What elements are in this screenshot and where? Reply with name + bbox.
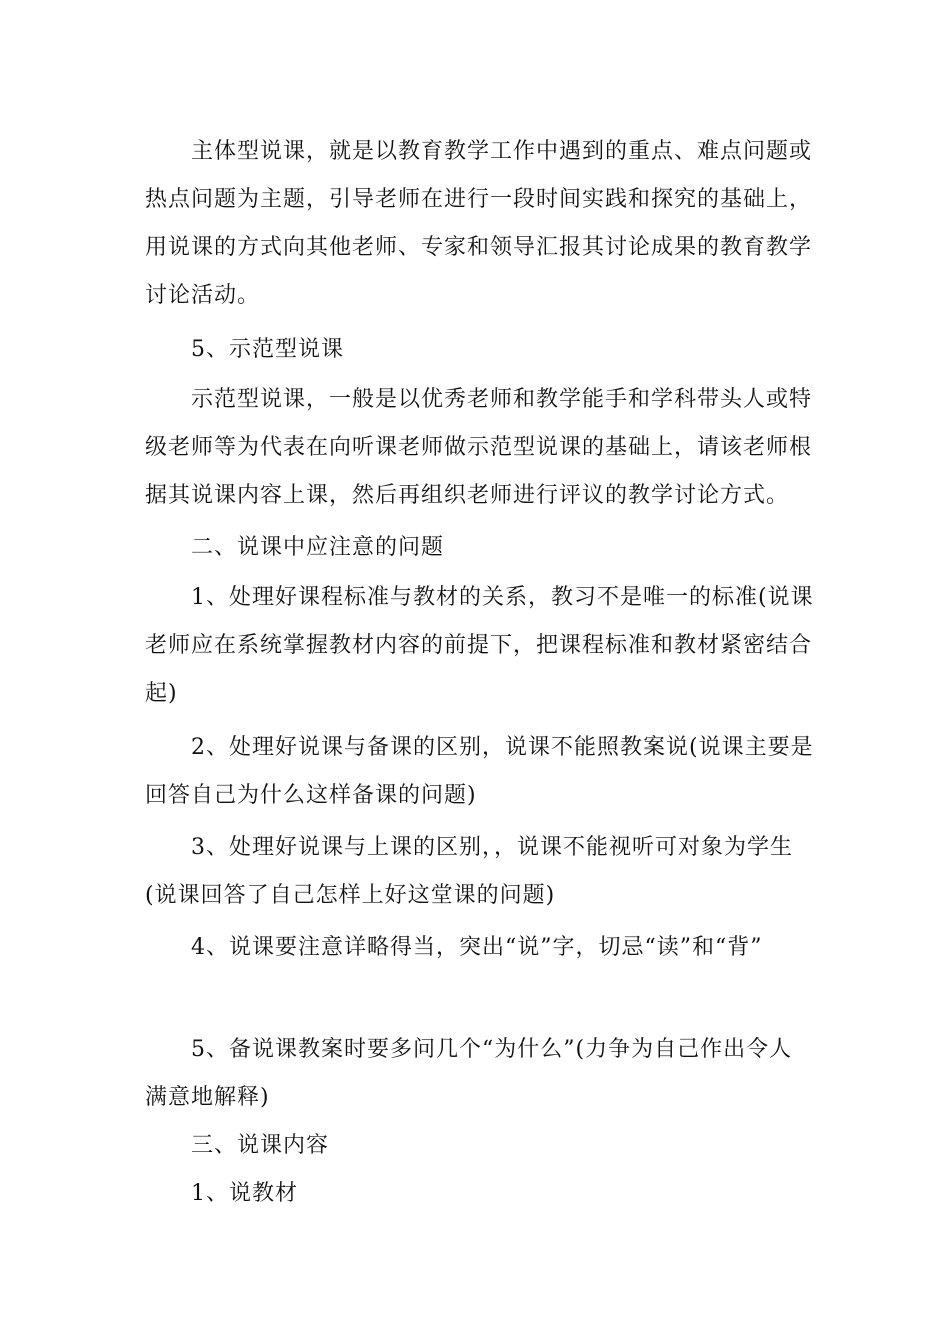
text-line: 满意地解释) — [145, 1085, 270, 1110]
text-line: 用说课的方式向其他老师、专家和领导汇报其讨论成果的教育教学 — [145, 235, 813, 260]
heading-content — [145, 1122, 815, 1170]
paragraph-note-4 — [145, 924, 815, 972]
text-line: 主体型说课，就是以教育教学工作中遇到的重点、难点问题或 — [191, 139, 813, 164]
heading-demo-type — [145, 326, 815, 374]
text-line: 据其说课内容上课，然后再组织老师进行评议的教学讨论方式。 — [145, 483, 790, 508]
text-line: 回答自己为什么这样备课的问题) — [145, 783, 477, 808]
text-line: 1、说教材 — [191, 1181, 298, 1206]
text-line: 4、说课要注意详略得当，突出“说”字，切忌“读”和“背” — [191, 935, 763, 960]
text-line: 级老师等为代表在向听课老师做示范型说课的基础上，请该老师根 — [145, 435, 813, 460]
text-line: 5、示范型说课 — [191, 337, 344, 362]
paragraph-note-1 — [145, 574, 815, 718]
text-line: 三、说课内容 — [191, 1133, 330, 1158]
text-line: 讨论活动。 — [145, 283, 261, 308]
text-line: 5、备说课教案时要多问几个“为什么”(力争为自己作出令人 — [191, 1037, 793, 1062]
text-line: 1、处理好课程标准与教材的关系，教习不是唯一的标准(说课 — [191, 585, 814, 610]
paragraph-main-type — [145, 128, 815, 320]
text-line: (说课回答了自己怎样上好这堂课的问题) — [145, 883, 556, 908]
paragraph-note-2 — [145, 724, 815, 820]
text-line: 热点问题为主题，引导老师在进行一段时间实践和探究的基础上， — [145, 187, 813, 212]
text-line: 3、处理好说课与上课的区别，，说课不能视听可对象为学生 — [191, 835, 793, 860]
text-line: 二、说课中应注意的问题 — [191, 535, 445, 560]
text-line: 老师应在系统掌握教材内容的前提下，把课程标准和教材紧密结合 — [145, 633, 813, 658]
text-line: 2、处理好说课与备课的区别，说课不能照教案说(说课主要是 — [191, 735, 814, 760]
text-line: 起) — [145, 681, 178, 706]
paragraph-note-5 — [145, 1026, 815, 1122]
heading-notes — [145, 524, 815, 572]
paragraph-demo-type — [145, 376, 815, 520]
text-line: 示范型说课，一般是以优秀老师和教学能手和学科带头人或特 — [191, 387, 813, 412]
heading-textbook — [145, 1170, 815, 1218]
paragraph-note-3 — [145, 824, 815, 920]
